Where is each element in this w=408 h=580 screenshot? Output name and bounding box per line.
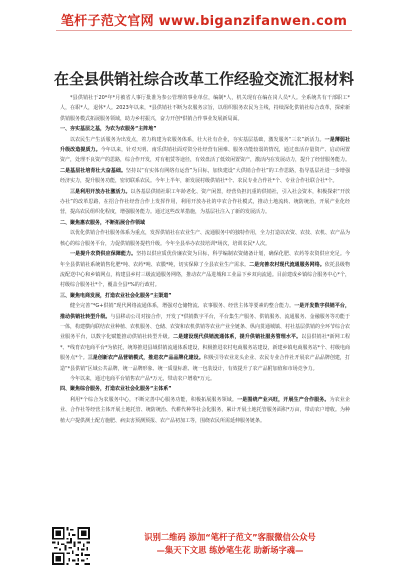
paragraph-text: 以各基层供销社职工年龄老化、资产闲置，经营负担沉重的供销社，引入社会资本，积极探索“开放办社”的改革思路，在招合作社经营合作上发挥作用，利用开放办社的中农合作社模式，推动土地流转、统防统治，开展产业化经营，提高农民组织化程度，增强服务能力。通过这些改革措施，为基层社注入了新的发展活力。	[60, 188, 350, 216]
paragraph-text: 与县移动公司对接合作，开发了*供销数字平台，平台集生产服务、供销服务、流通服务、金融服务等功能于一体，构建横向联结农业种植、农机服务、仓储、农资和农机供销等农业产业全链条、纵向贯通城镇、村社基层供销的全环节综合农业服务平台，以数字化赋能推动供销社转型升级。	[60, 313, 351, 341]
document-title: 在全县供销社综合改革工作经验交流汇报材料	[53, 70, 354, 88]
banner-divider	[56, 30, 352, 31]
footer-slogan: —集天下文思 练妙笔生花 助新场字魂—	[156, 545, 304, 555]
section-heading: 二、聚焦惠农服务，不断拓展合作领域	[60, 219, 146, 226]
paragraph-text: 积极引导农业龙头企业、农民专业合作社开展农产品品牌创建，打造“*县供销”区域公共品牌，统一品牌形象、统一质量标准、统一包装设计，有效提升了农产品附加值和市场竞争力。	[60, 355, 350, 372]
paragraph	[60, 249, 350, 291]
paragraph: *县供销社于20*年*月被省人事厅批准为参公管理的事业单位，编制*人，机关现有在编在岗人员*人。全系统共有干部职工*人，在职*人，退休*人。2023年以来，*县供销社不断为农服务宗旨，以组织服务农民为主线，持续深化供销社综合改革，探索新供销服务模式拓展服务领域，助力乡村振兴，奋力开创*供销合作事业发展新局面。	[60, 95, 350, 122]
paragraph	[60, 187, 350, 218]
paragraph	[60, 301, 350, 374]
bold-lead: 一是提升农资供应保障能力。	[70, 251, 137, 258]
section-heading: 四、聚焦综合服务，打造农业社会化服务“主体系”	[60, 386, 172, 393]
site-banner	[0, 10, 408, 29]
document-body	[60, 93, 350, 426]
paragraph-text: 依托县级物流配送中心和乡镇网点，构建县乡村三级流通服务网络，推动农产品进城和工业品下乡双向流通。目前建成乡镇综合服务中心*个，村级综合服务社*个，覆盖全县*%的行政村。	[60, 261, 350, 289]
paragraph-text: 坚持以供应质优价廉农资为目标，科学编制农资储备计划，确保化肥、农药等农资供应充足。今年全县供销社系统销售化肥*吨、农药*吨、农膜*吨，切实保障了全县农业生产需求。	[60, 251, 350, 268]
bold-lead: 三是利用开放办社激活力。	[70, 188, 131, 195]
paragraph-text: 坚持以“有实体有网络有运营”为目标，加快建设“大供销合作社”的工作思路，指导基层社进一步增强经济实力，提升服务功能，密切联系农民。今年上半年，新发展村级供销社*个、农民专业合作社*个、专业合作社联合社*个。	[60, 167, 350, 185]
footer	[100, 531, 360, 557]
site-banner-text[interactable]: 笔杆子范文官网 www.biganzifanwen.com	[60, 14, 348, 29]
section-heading: 三、聚焦电商发展，打造农业社会化服务“主渠道”	[60, 292, 172, 299]
paragraph	[60, 395, 350, 426]
bold-lead: 三是创新农产品营销模式，推进农产品品牌化建设。	[87, 355, 204, 362]
paragraph-text: 今年以来，针对天明、南乐供销社面对资分社经营有困难、服务功能较弱的情况，通过盘活存量资产、启动闲置资产，处理不良资产的思路，综合作开发，对有租赁等途径，有效盘活了低效闲置资产，激活内在发展动力，提升了经营服务能力。	[60, 147, 351, 164]
paragraph	[60, 135, 350, 187]
bold-lead: 二是建设现代供销流通体系，提升供销社服务管理水平。	[172, 334, 302, 341]
bold-lead: 一是围绕产业兴旺，开展生产合作服务。	[237, 396, 330, 403]
paragraph-text: 为农业企业、合作社等经营主体开展土地托管、统防统治、代耕代种等社会化服务，累计开展土地托管服务面积*万亩，带动农户增收。为种植大户提供测土配方施肥、病虫害预测预报、农产品初加工等，围绕农民所需延伸服务链条。	[60, 396, 350, 424]
paragraph-text: 以县供销社*新网工程*、*线育农电商平台*为依托，统筹推进县域供销流通体系建设，积极推进农村电商服务站建设，新建乡镇电商服务站*个、村级电商服务点*个。	[60, 334, 351, 362]
qr-code-icon[interactable]	[52, 527, 90, 565]
paragraph-text: 健全完善“*G+供销”现代网络流通体系，增强对仓储物流、农事服务、经营主体等要素的整合能力。	[70, 303, 295, 310]
footer-line: 识别二维码 添加“笔杆子范文”客服微信公众号	[144, 532, 316, 542]
section-heading: 一、夯实基层之基，为农为农服务“主阵地”	[60, 126, 157, 133]
paragraph: 今年以来，通过电商平台销售农产品*万元，带动农户增收*万元。	[70, 375, 216, 382]
bold-lead: 二是基层社培育壮大奋基础。	[60, 167, 127, 174]
paragraph-text: 利用*个综合为农服务中心，不断完善中心服务功能，积极拓展服务领域。	[70, 396, 238, 403]
paragraph-text: 以农民生产生活服务为出发点，着力构建为农服务体系，壮大社有企业，夯实基层基础，激发服务“三农”新活力。	[70, 136, 325, 143]
bold-lead: 一是开发数字供销平台，推动供销社转型升级。	[60, 303, 350, 320]
paragraph: 以优化供销合作社服务体系为重点，发挥供销社在农业生产、流通服务中的独特作用，全力打造以农资、农技、农机、农产品为核心的综合服务平台，力促供销服务提档升级。今年全县举办农技培训*场次，培训农民*人次。	[60, 230, 351, 247]
bold-lead: 二是完善农村现代流通服务网络。	[249, 261, 325, 268]
bold-lead: 一是薄弱社升级改造提质力。	[60, 136, 350, 154]
